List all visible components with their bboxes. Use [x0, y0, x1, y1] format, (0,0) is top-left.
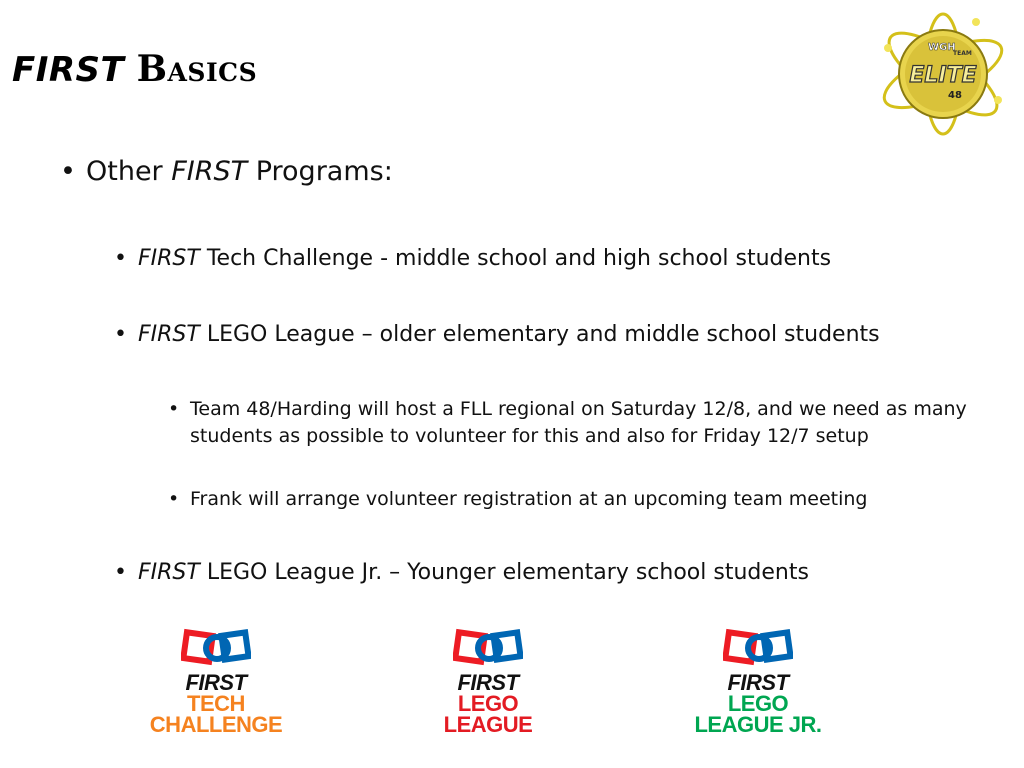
bullet-other-programs [60, 156, 393, 187]
bullet-text: LEGO League – older elementary and middle school students [199, 322, 880, 347]
bullet-text: Tech Challenge - middle school and high school students [199, 246, 832, 271]
elite-team-text: TEAM [953, 50, 972, 57]
bullet-ftc [114, 246, 832, 271]
bullet-text: Team 48/Harding will host a FLL regional on Saturday 12/8, and we need as many students as possible to volunteer for this and also for Friday 12/7 setup [190, 398, 967, 447]
ftc-first-text: FIRST [185, 670, 247, 695]
bullet-dot-icon: • [114, 246, 127, 271]
fll-jr-first-text: FIRST [727, 670, 789, 695]
bullet-fll-regional [168, 396, 990, 450]
fll-jr-line-1: LEGO [727, 691, 789, 716]
bullet-text-first: FIRST [138, 322, 200, 347]
ftc-line-1: TECH [187, 691, 245, 716]
title-basics: Basics [136, 48, 258, 90]
fll-jr-line-2: LEAGUE JR. [694, 712, 822, 737]
bullet-text-first: FIRST [171, 156, 248, 187]
bullet-text-first: FIRST [138, 246, 200, 271]
fll-logo [408, 628, 568, 738]
bullet-volunteer-registration [168, 486, 990, 513]
first-mark-icon [181, 628, 251, 672]
bullet-text-prefix: Other [86, 156, 172, 187]
bullet-text: Frank will arrange volunteer registration at an upcoming team meeting [190, 488, 868, 510]
bullet-fll [114, 322, 880, 347]
first-mark-icon [453, 628, 523, 672]
fll-first-text: FIRST [457, 670, 519, 695]
title-first: FIRST [12, 50, 125, 90]
first-mark-icon [723, 628, 793, 672]
elite-name-text: ELITE [909, 63, 977, 88]
bullet-dot-icon: • [114, 322, 127, 347]
bullet-dot-icon: • [60, 156, 76, 187]
bullet-text: LEGO League Jr. – Younger elementary school students [199, 560, 809, 585]
bullet-fll-jr [114, 560, 809, 585]
bullet-text-suffix: Programs: [247, 156, 393, 187]
fll-line-2: LEAGUE [443, 712, 533, 737]
ftc-line-2: CHALLENGE [149, 712, 283, 737]
fll-jr-logo [678, 628, 838, 738]
elite-top-text: WGH [928, 42, 956, 53]
bullet-dot-icon: • [168, 488, 180, 510]
bullet-text-first: FIRST [138, 560, 200, 585]
bullet-dot-icon: • [114, 560, 127, 585]
elite-number-text: 48 [948, 90, 962, 101]
ftc-logo [136, 628, 296, 738]
bullet-dot-icon: • [168, 398, 180, 420]
fll-line-1: LEGO [457, 691, 519, 716]
